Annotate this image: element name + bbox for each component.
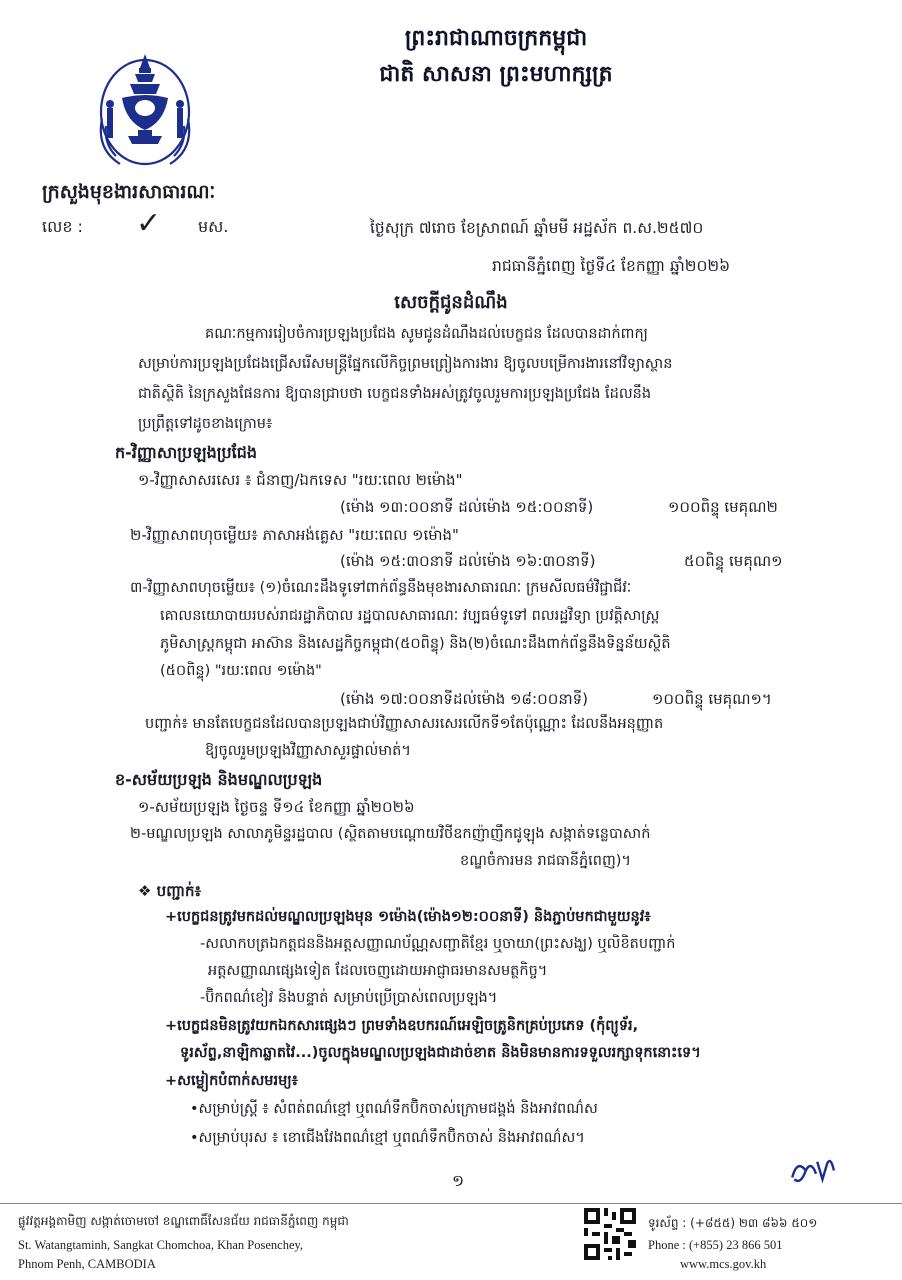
exam-center: ២-មណ្ឌលប្រឡង សាលាភូមិន្ទរដ្ឋបាល (ស្ថិតតាមបណ្តោយវិថីឧកញ៉ាញឹកជូឡុង សង្កាត់ទន្លេបាសាក់ [130,826,651,842]
rule-devices: ទូរស័ព្ទ,នាឡិកាឆ្លាតវៃ...)ចូលក្នុងមណ្ឌលប្រឡងជាដាច់ខាត និងមិនមានការទទួលរក្សាទុកនោះទេ។ [180,1045,701,1061]
footer-website[interactable]: www.mcs.gov.kh [680,1257,767,1271]
intro-line: សម្រាប់ការប្រឡងប្រជែងជ្រើសរើសមន្ត្រីផ្នែកលើកិច្ចព្រមព្រៀងការងារ ឱ្យចូលបម្រើការងារនៅវិទ្យាស្ថាន [138,356,673,372]
exam-item-written-time: (ម៉ោង ១៣:០០នាទី ដល់ម៉ោង ១៥:០០នាទី) [340,498,594,516]
kingdom-title: ព្រះរាជាណាចក្រកម្ពុជា [404,25,588,51]
note-heading: ❖ បញ្ជាក់៖ [138,882,202,900]
exam-item-general-score: ១០០ពិន្ទុ មេគុណ១។ [652,690,772,708]
section-a-note: បញ្ជាក់៖ មានតែបេក្ខជនដែលបានប្រឡងជាប់វិញ្ញាសាសរសេរលើកទី១តែប៉ុណ្ណោះ ដែលនឹងអនុញ្ញាត [145,716,664,732]
rule-arrival: +បេក្ខជនត្រូវមកដល់មណ្ឌលប្រឡងមុន ១ម៉ោង(ម៉ោង១២:០០នាទី) និងភ្ជាប់មកជាមួយនូវ៖ [165,909,651,925]
section-b-heading: ខ-សម័យប្រឡង និងមណ្ឌលប្រឡង [115,770,323,789]
section-a-note: ឱ្យចូលរួមប្រឡងវិញ្ញាសាសួរផ្ទាល់មាត់។ [205,743,411,759]
exam-item-general: គោលនយោបាយរបស់រាជរដ្ឋាភិបាល រដ្ឋបាលសាធារណៈ វប្បធម៌ទូទៅ ពលរដ្ឋវិទ្យា ប្រវត្តិសាស្ត្រ [160,608,660,624]
exam-item-written: ១-វិញ្ញាសាសរសេរ ៖ ជំនាញ/ឯកទេស "រយៈពេល ២ម៉ោង" [138,471,463,489]
check-mark-icon: ✓ [136,206,162,241]
reference-label: លេខ : [42,217,83,236]
section-a-heading: ក-វិញ្ញាសាប្រឡងប្រជែង [115,443,258,462]
rule-devices: +បេក្ខជនមិនត្រូវយកឯកសារផ្សេងៗ ព្រមទាំងឧបករណ៍អេឡិចត្រូនិកគ្រប់ប្រភេទ (កុំព្យូទ័រ, [165,1018,639,1034]
exam-item-general: ភូមិសាស្ត្រកម្ពុជា អាស៊ាន និងសេដ្ឋកិច្ចកម្ពុជា(៥០ពិន្ទុ) និង(២)ចំណេះដឹងពាក់ព័ន្ធនឹងទិន្នន័យស្ថិតិ [160,636,671,652]
rule-pen: -ប៊ិកពណ៌ខៀវ និងបន្ទាត់ សម្រាប់ប្រើប្រាស់ពេលប្រឡង។ [200,990,498,1006]
reference-code: មស. [198,217,229,236]
royal-emblem-icon [90,44,200,174]
intro-line: ប្រព្រឹត្តទៅដូចខាងក្រោម៖ [138,416,273,432]
exam-item-written-score: ១០០ពិន្ទុ មេគុណ២ [668,498,778,516]
signature-initials [786,1148,839,1197]
dress-women: •សម្រាប់ស្ត្រី ៖ សំពត់ពណ៌ខ្មៅ ឬពណ៌ទឹកប៊ិកចាស់ក្រោមជង្គង់ និងអាវពណ៌ស [190,1101,598,1117]
rule-id-document: អត្តសញ្ញាណផ្សេងទៀត ដែលចេញដោយអាជ្ញាធរមានសមត្ថកិច្ច។ [208,963,548,979]
ministry-name: ក្រសួងមុខងារសាធារណៈ [42,181,216,203]
exam-item-english-time: (ម៉ោង ១៥:៣០នាទី ដល់ម៉ោង ១៦:៣០នាទី) [340,552,596,570]
intro-line: គណៈកម្មការរៀបចំការប្រឡងប្រជែង សូមជូនដំណឹងដល់បេក្ខជន ដែលបានដាក់ពាក្យ [205,326,648,342]
rule-dress: +សម្លៀកបំពាក់សមរម្យ៖ [165,1073,299,1089]
lunar-date: ថ្ងៃសុក្រ ៧រោច ខែស្រាពណ៍ ឆ្នាំមមី អដ្ឋស័ក ព.ស.២៥៧០ [370,219,704,237]
exam-center: ខណ្ឌចំការមន រាជធានីភ្នំពេញ)។ [460,853,631,869]
notice-title: សេចក្តីជូនដំណឹង [394,292,508,313]
footer-address-city: Phnom Penh, CAMBODIA [18,1257,156,1271]
exam-item-english-score: ៥០ពិន្ទុ មេគុណ១ [684,552,783,570]
footer-address-kh: ផ្លូវវត្តអង្គតាមិញ សង្កាត់ចោមចៅ ខណ្ឌពោធិ៍សែនជ័យ រាជធានីភ្នំពេញ កម្ពុជា [18,1214,349,1228]
exam-item-general-time: (ម៉ោង ១៧:០០នាទីដល់ម៉ោង ១៨:០០នាទី) [340,690,588,708]
national-motto: ជាតិ សាសនា ព្រះមហាក្សត្រ [379,61,613,87]
rule-id-document: -សលាកបត្រឯកត្តជននិងអត្តសញ្ញាណប័ណ្ណសញ្ជាតិខ្មែរ ឬចាយា(ព្រះសង្ឃ) ឬលិខិតបញ្ជាក់ [200,936,676,952]
exam-item-general: ៣-វិញ្ញាសាពហុចម្លើយ៖ (១)ចំណេះដឹងទូទៅពាក់ព័ន្ធនឹងមុខងារសាធារណៈ ក្រមសីលធម៌វិជ្ជាជីវៈ [130,580,632,596]
intro-line: ជាតិស្ថិតិ នៃក្រសួងផែនការ ឱ្យបានជ្រាបថា បេក្ខជនទាំងអស់ត្រូវចូលរួមការប្រឡងប្រជែង ដែលនឹង [138,386,652,402]
footer-phone-en: Phone : (+855) 23 866 501 [648,1238,783,1252]
qr-code-icon [584,1208,636,1260]
exam-item-english: ២-វិញ្ញាសាពហុចម្លើយ៖ ភាសាអង់គ្លេស "រយៈពេល ១ម៉ោង" [130,526,459,544]
footer-address-en: St. Watangtaminh, Sangkat Chomchoa, Khan Posenchey, [18,1238,304,1252]
footer-phone-kh: ទូរស័ព្ទ : (+៨៥៥) ២៣ ៨៦៦ ៥០១ [648,1216,818,1230]
footer-divider [0,1203,902,1204]
exam-item-general: (៥០ពិន្ទុ) "រយៈពេល ១ម៉ោង" [160,663,322,679]
page-number: ១ [452,1171,465,1190]
exam-session: ១-សម័យប្រឡង ថ្ងៃចន្ទ ទី១៤ ខែកញ្ញា ឆ្នាំ២០២៦ [138,798,415,816]
solar-date: រាជធានីភ្នំពេញ ថ្ងៃទី៤ ខែកញ្ញា ឆ្នាំ២០២៦ [492,257,731,275]
dress-men: •សម្រាប់បុរស ៖ ខោជើងវែងពណ៌ខ្មៅ ឬពណ៌ទឹកប៊ិកចាស់ និងអាវពណ៌ស។ [190,1130,585,1146]
